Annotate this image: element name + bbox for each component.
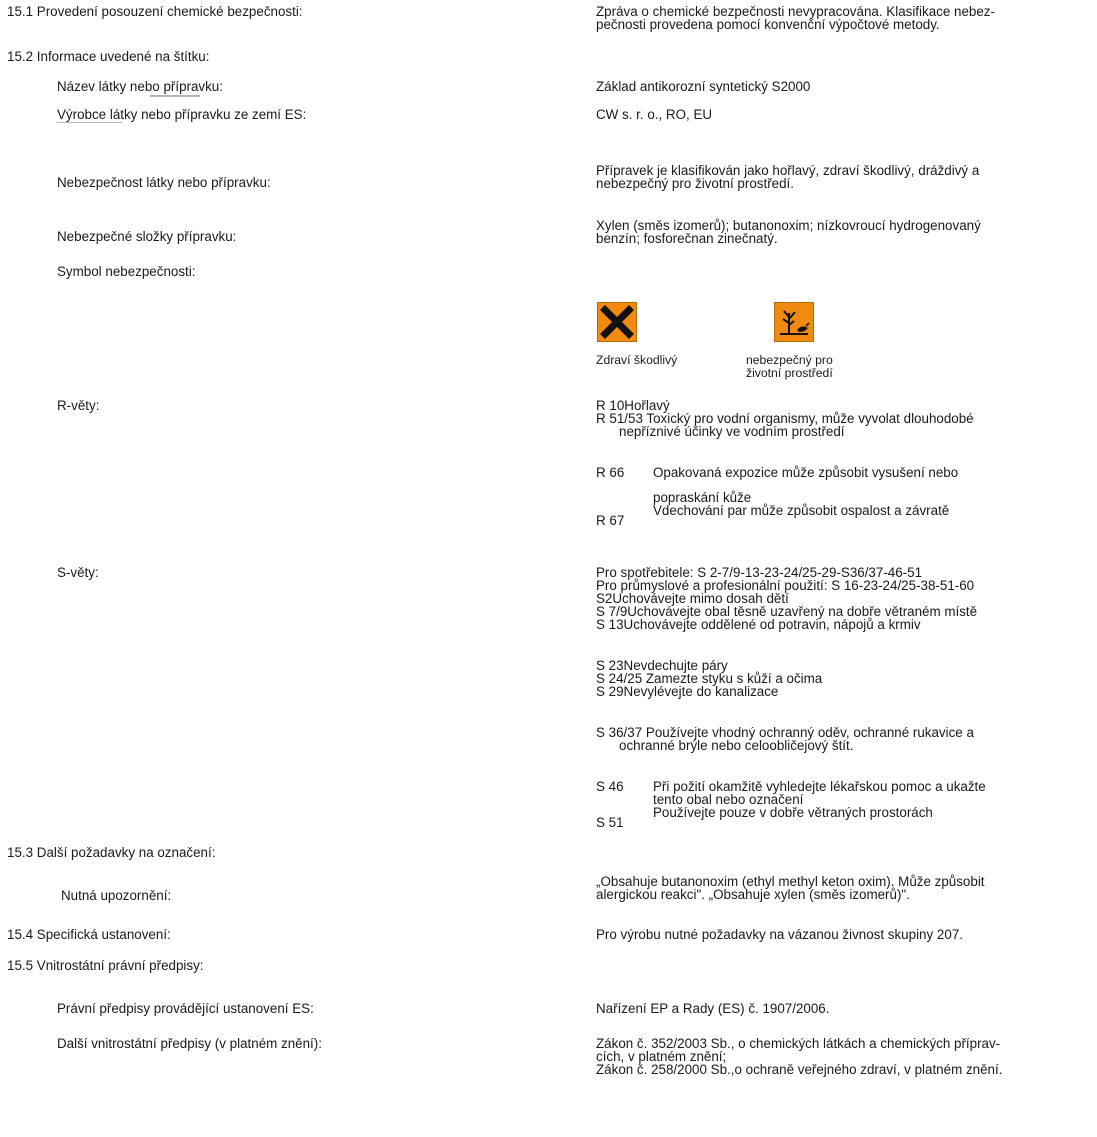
producer-value: CW s. r. o., RO, EU [596, 107, 713, 122]
hazard-value-line1: Přípravek je klasifikován jako hořlavý, zdraví škodlivý, dráždivý a [596, 163, 980, 178]
s-24-25: S 24/25 Zamezte styku s kůží a očima [596, 671, 823, 686]
warnings-label: Nutná upozornění: [61, 888, 172, 903]
s-46-line1: Při požití okamžitě vyhledejte lékařskou pomoc a ukažte [653, 779, 986, 794]
s-29: S 29Nevylévejte do kanalizace [596, 684, 779, 699]
hazard-value-line2: nebezpečný pro životní prostředí. [596, 176, 794, 191]
s-51-code: S 51 [596, 815, 624, 830]
components-label: Nebezpečné složky přípravku: [57, 229, 237, 244]
section-15-2-label: 15.2 Informace uvedené na štítku: [7, 49, 210, 64]
s-2: S2Uchovávejte mimo dosah dětí [596, 591, 789, 606]
name-value: Základ antikorozní syntetický S2000 [596, 79, 811, 94]
eu-regulations-label: Právní předpisy provádějící ustanovení ES: [57, 1001, 314, 1016]
section-15-1-value-line1: Zpráva o chemické bezpečnosti nevypracována. Klasifikace nebez- [596, 4, 995, 19]
r-10: R 10Hořlavý [596, 398, 670, 413]
underline-mark [57, 122, 122, 123]
r-66-line2: popraskání kůže [653, 490, 752, 505]
section-15-4-label: 15.4 Specifická ustanovení: [7, 927, 171, 942]
r-67-code: R 67 [596, 513, 625, 528]
s-46-code: S 46 [596, 779, 624, 794]
dangerous-for-environment-icon [774, 302, 814, 342]
s-consumers: Pro spotřebitele: S 2-7/9-13-23-24/25-29-S36/37-46-51 [596, 565, 923, 580]
r-51-53-line1: R 51/53 Toxický pro vodní organismy, může vyvolat dlouhodobé [596, 411, 974, 426]
s-36-37-line1: S 36/37 Používejte vhodný ochranný oděv, ochranné rukavice a [596, 725, 974, 740]
harmful-x-icon [597, 302, 637, 342]
s-51-text: Používejte pouze v dobře větraných prostorách [653, 805, 933, 820]
eu-regulations-value: Nařízení EP a Rady (ES) č. 1907/2006. [596, 1001, 830, 1016]
producer-label: Výrobce látky nebo přípravku ze zemí ES: [57, 107, 307, 122]
s-13: S 13Uchovávejte oddělené od potravin, nápojů a krmiv [596, 617, 921, 632]
symbol-caption-environment-line1: nebezpečný pro [746, 353, 833, 367]
symbol-caption-harmful: Zdraví škodlivý [596, 353, 678, 367]
r-67-text: Vdechování par může způsobit ospalost a závratě [653, 503, 950, 518]
other-regulations-line1: Zákon č. 352/2003 Sb., o chemických látkách a chemických příprav- [596, 1036, 1001, 1051]
s-7-9: S 7/9Uchovávejte obal těsně uzavřený na dobře větraném místě [596, 604, 978, 619]
warnings-value-line2: alergickou reakci". „Obsahuje xylen (směs izomerů)". [596, 887, 910, 902]
other-regulations-label: Další vnitrostátní předpisy (v platném znění): [57, 1036, 322, 1051]
warnings-value-line1: „Obsahuje butanonoxim (ethyl methyl keton oxim). Může způsobit [596, 874, 985, 889]
section-15-3-label: 15.3 Další požadavky na označení: [7, 845, 216, 860]
s-industrial: Pro průmyslové a profesionální použití: S 16-23-24/25-38-51-60 [596, 578, 975, 593]
other-regulations-line3: Zákon č. 258/2000 Sb.,o ochraně veřejného zdraví, v platném znění. [596, 1062, 1003, 1077]
s-23: S 23Nevdechujte páry [596, 658, 728, 673]
other-regulations-line2: cích, v platném znění; [596, 1049, 727, 1064]
section-15-4-value: Pro výrobu nutné požadavky na vázanou živnost skupiny 207. [596, 927, 963, 942]
s-36-37-line2: ochranné brýle nebo celoobličejový štít. [619, 738, 854, 753]
components-value-line1: Xylen (směs izomerů); butanonoxim; nízkovroucí hydrogenovaný [596, 218, 981, 233]
name-label: Název látky nebo přípravku: [57, 79, 223, 94]
hazard-label: Nebezpečnost látky nebo přípravku: [57, 175, 271, 190]
r-66-line1: Opakovaná expozice může způsobit vysušení nebo [653, 465, 959, 480]
r-66-code: R 66 [596, 465, 625, 480]
symbol-label: Symbol nebezpečnosti: [57, 264, 196, 279]
s-46-line2: tento obal nebo označení [653, 792, 804, 807]
section-15-1-value-line2: pečnosti provedena pomocí konvenční výpočtové metody. [596, 17, 940, 32]
r-phrases-label: R-věty: [57, 398, 100, 413]
components-value-line2: benzín; fosforečnan zinečnatý. [596, 231, 778, 246]
underline-mark [150, 95, 200, 97]
s-phrases-label: S-věty: [57, 565, 99, 580]
section-15-1-label: 15.1 Provedení posouzení chemické bezpečnosti: [7, 4, 303, 19]
r-51-53-line2: nepříznivé účinky ve vodním prostředí [619, 424, 845, 439]
section-15-5-label: 15.5 Vnitrostátní právní předpisy: [7, 958, 204, 973]
symbol-caption-environment-line2: životní prostředí [746, 366, 833, 380]
